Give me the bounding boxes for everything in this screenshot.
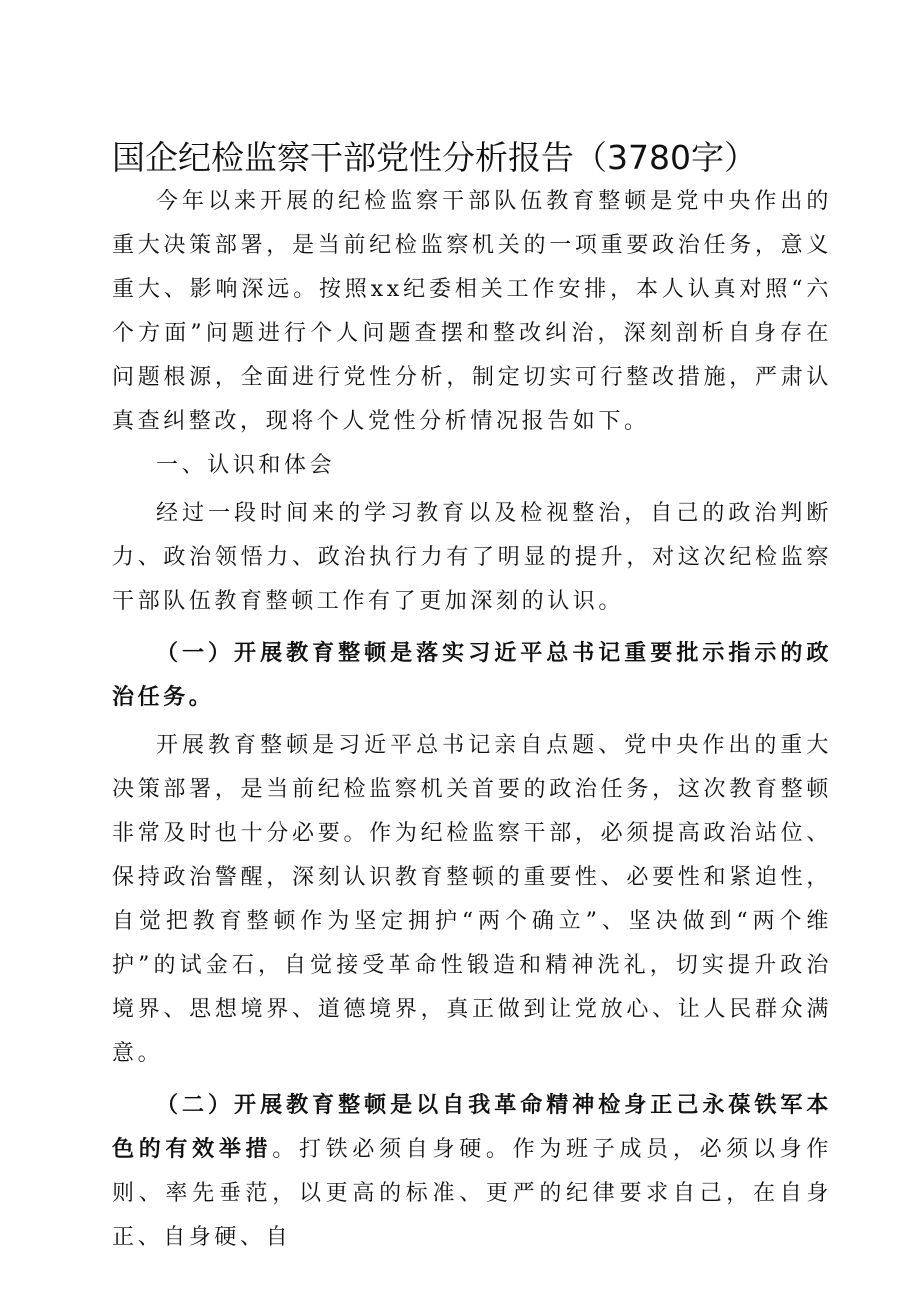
section-heading-1: 一、认识和体会 [156, 453, 336, 478]
subsection-heading-2: （二）开展教育整顿是以自我革命精神检身正己永葆铁军本色的有效举措 [112, 1093, 832, 1162]
subsection2-text: 。打铁必须自身硬。作为班子成员，必须以身作则、率先垂范，以更高的标准、更严的纪律要求自己，在自身正、自身硬、自 [112, 1137, 832, 1250]
subsection2-paragraph [112, 1084, 832, 1260]
section1-paragraph: 经过一段时间来的学习教育以及检视整治，自己的政治判断力、政治领悟力、政治执行力有了明显的提升，对这次纪检监察干部队伍教育整顿工作有了更加深刻的认识。 [112, 501, 832, 614]
document-body [112, 180, 832, 1260]
document-title: 国企纪检监察干部党性分析报告（3780字） [112, 138, 757, 177]
subsection1-paragraph: 开展教育整顿是习近平总书记亲自点题、党中央作出的重大决策部署，是当前纪检监察机关首要的政治任务，这次教育整顿非常及时也十分必要。作为纪检监察干部，必须提高政治站位、保持政治警醒，深刻认识教育整顿的重要性、必要性和紧迫性，自觉把教育整顿作为坚定拥护“两个确立”、坚决做到“两个维护”的试金石，自觉接受革命性锻造和精神洗礼，切实提升政治境界、思想境界、道德境界，真正做到让党放心、让人民群众满意。 [112, 733, 832, 1066]
intro-paragraph: 今年以来开展的纪检监察干部队伍教育整顿是党中央作出的重大决策部署，是当前纪检监察机关的一项重要政治任务，意义重大、影响深远。按照xx纪委相关工作安排，本人认真对照“六个方面”问题进行个人问题查摆和整改纠治，深刻剖析自身存在问题根源，全面进行党性分析，制定切实可行整改措施，严肃认真查纠整改，现将个人党性分析情况报告如下。 [112, 189, 832, 434]
subsection-heading-1: （一）开展教育整顿是落实习近平总书记重要批示指示的政治任务。 [112, 641, 832, 710]
